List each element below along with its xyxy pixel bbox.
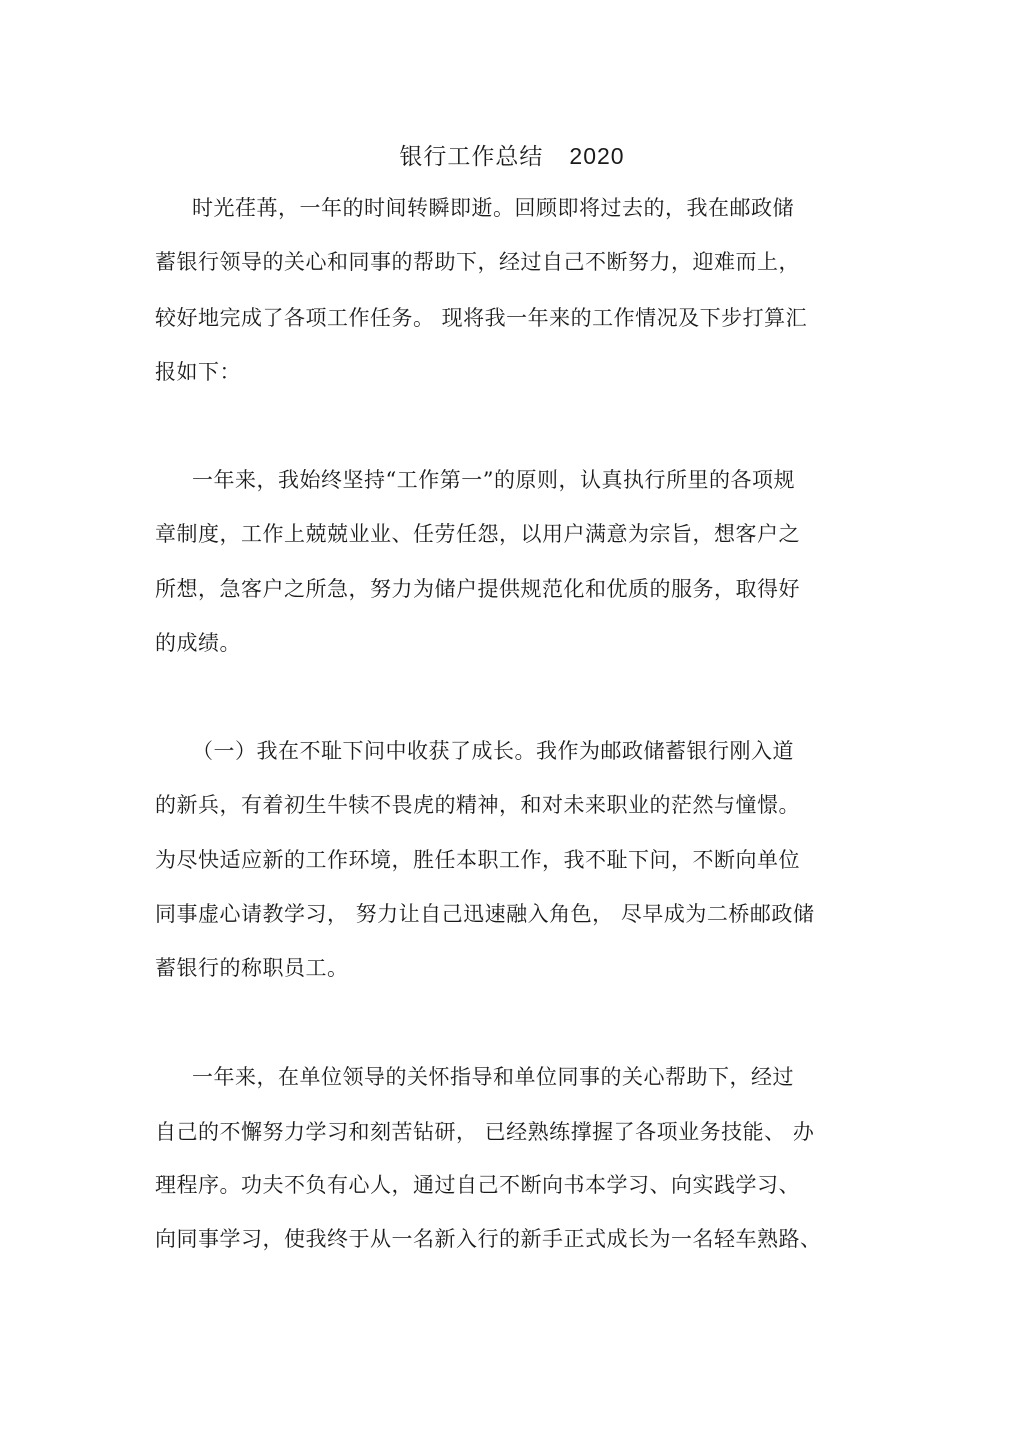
paragraph-2-line-1: 一年来，我始终坚持“工作第一”的原则，认真执行所里的各项规 <box>192 468 795 492</box>
title-year: 2020 <box>569 143 625 169</box>
paragraph-4-line-1: 一年来，在单位领导的关怀指导和单位同事的关心帮助下，经过 <box>192 1065 794 1089</box>
paragraph-3-line-2: 的新兵，有着初生牛犊不畏虎的精神，和对未来职业的茫然与憧憬。 <box>155 793 800 817</box>
paragraph-3-line-4: 同事虚心请教学习， 努力让自己迅速融入角色， 尽早成为二桥邮政储 <box>155 902 815 926</box>
paragraph-1-line-2: 蓄银行领导的关心和同事的帮助下，经过自己不断努力，迎难而上， <box>155 250 800 274</box>
title-text: 银行工作总结 <box>399 144 544 170</box>
paragraph-2-line-2: 章制度，工作上兢兢业业、任劳任怨，以用户满意为宗旨，想客户之 <box>155 522 800 546</box>
paragraph-1-line-3: 较好地完成了各项工作任务。 现将我一年来的工作情况及下步打算汇 <box>155 306 808 330</box>
paragraph-1-line-4: 报如下： <box>155 360 241 384</box>
paragraph-2-line-4: 的成绩。 <box>155 631 241 655</box>
paragraph-1-line-1: 时光荏苒，一年的时间转瞬即逝。回顾即将过去的，我在邮政储 <box>192 196 794 220</box>
paragraph-4-line-2: 自己的不懈努力学习和刻苦钻研， 已经熟练撑握了各项业务技能、 办 <box>155 1120 815 1144</box>
paragraph-3-line-3: 为尽快适应新的工作环境，胜任本职工作，我不耻下问，不断向单位 <box>155 848 800 872</box>
paragraph-3-line-5: 蓄银行的称职员工。 <box>155 956 349 980</box>
paragraph-4-line-4: 向同事学习，使我终于从一名新入行的新手正式成长为一名轻车熟路、 <box>155 1227 822 1251</box>
paragraph-2-line-3: 所想，急客户之所急，努力为储户提供规范化和优质的服务，取得好 <box>155 577 800 601</box>
paragraph-3-line-1: （一）我在不耻下问中收获了成长。我作为邮政储蓄银行刚入道 <box>192 739 794 763</box>
paragraph-4-line-3: 理程序。功夫不负有心人，通过自己不断向书本学习、向实践学习、 <box>155 1173 800 1197</box>
document-title <box>0 138 1024 171</box>
